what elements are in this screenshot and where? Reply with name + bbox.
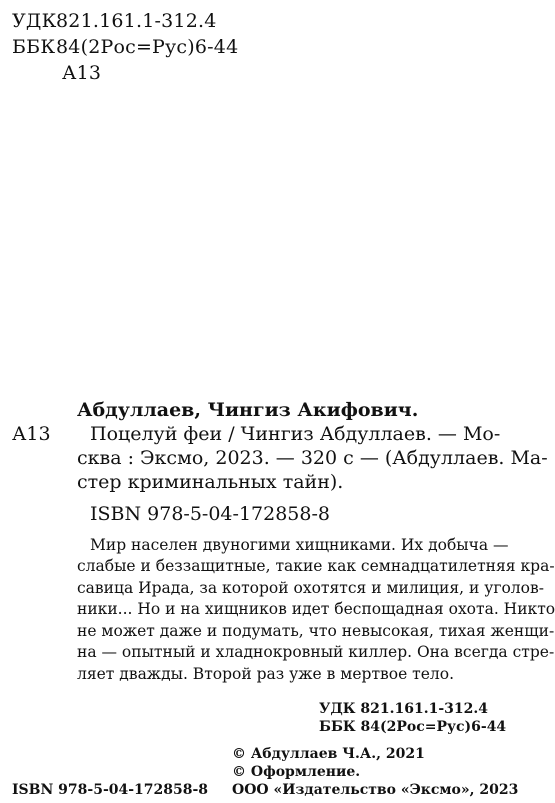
bottom-bbk: ББК 84(2Рос=Рус)6-44 [319, 719, 507, 735]
record-line-1: Поцелуй феи / Чингиз Абдуллаев. — Мо- [90, 423, 501, 445]
author-mark: А13 [62, 62, 102, 84]
udk-label: УДК [12, 10, 57, 32]
footer-isbn: ISBN 978-5-04-172858-8 [12, 782, 209, 798]
bbk-value: 84(2Рос=Рус)6-44 [56, 36, 239, 58]
udk-value: 821.161.1-312.4 [56, 10, 217, 32]
annotation-line-1: Мир населен двуногими хищниками. Их добыча — [90, 536, 509, 554]
record-line-3: стер криминальных тайн). [77, 471, 344, 493]
copyright-author: © Абдуллаев Ч.А., 2021 [232, 746, 425, 762]
copyright-design: © Оформление. [232, 764, 361, 780]
annotation-line-7: ляет дважды. Второй раз уже в мертвое тело. [77, 665, 455, 683]
annotation-line-3: савица Ирада, за которой охотятся и милиция, и уголов- [77, 579, 544, 597]
udk-line [12, 8, 217, 34]
record-isbn: ISBN 978-5-04-172858-8 [90, 503, 330, 525]
annotation-line-2: слабые и беззащитные, такие как семнадцатилетняя кра- [77, 557, 555, 575]
bottom-udk: УДК 821.161.1-312.4 [319, 701, 489, 717]
copyright-publisher: ООО «Издательство «Эксмо», 2023 [232, 782, 519, 798]
annotation-line-5: не может даже и подумать, что невысокая, тихая женщи- [77, 622, 555, 640]
annotation-line-6: на — опытный и хладнокровный киллер. Она всегда стре- [77, 643, 555, 661]
bbk-line [12, 34, 238, 60]
record-heading: Абдуллаев, Чингиз Акифович. [77, 399, 419, 421]
bbk-label: ББК [12, 36, 56, 58]
annotation-line-4: ники... Но и на хищников идет беспощадная охота. Никто [77, 600, 555, 618]
record-line-2: сква : Эксмо, 2023. — 320 с — (Абдуллаев. Ма- [77, 447, 548, 469]
record-mark: А13 [12, 423, 51, 445]
